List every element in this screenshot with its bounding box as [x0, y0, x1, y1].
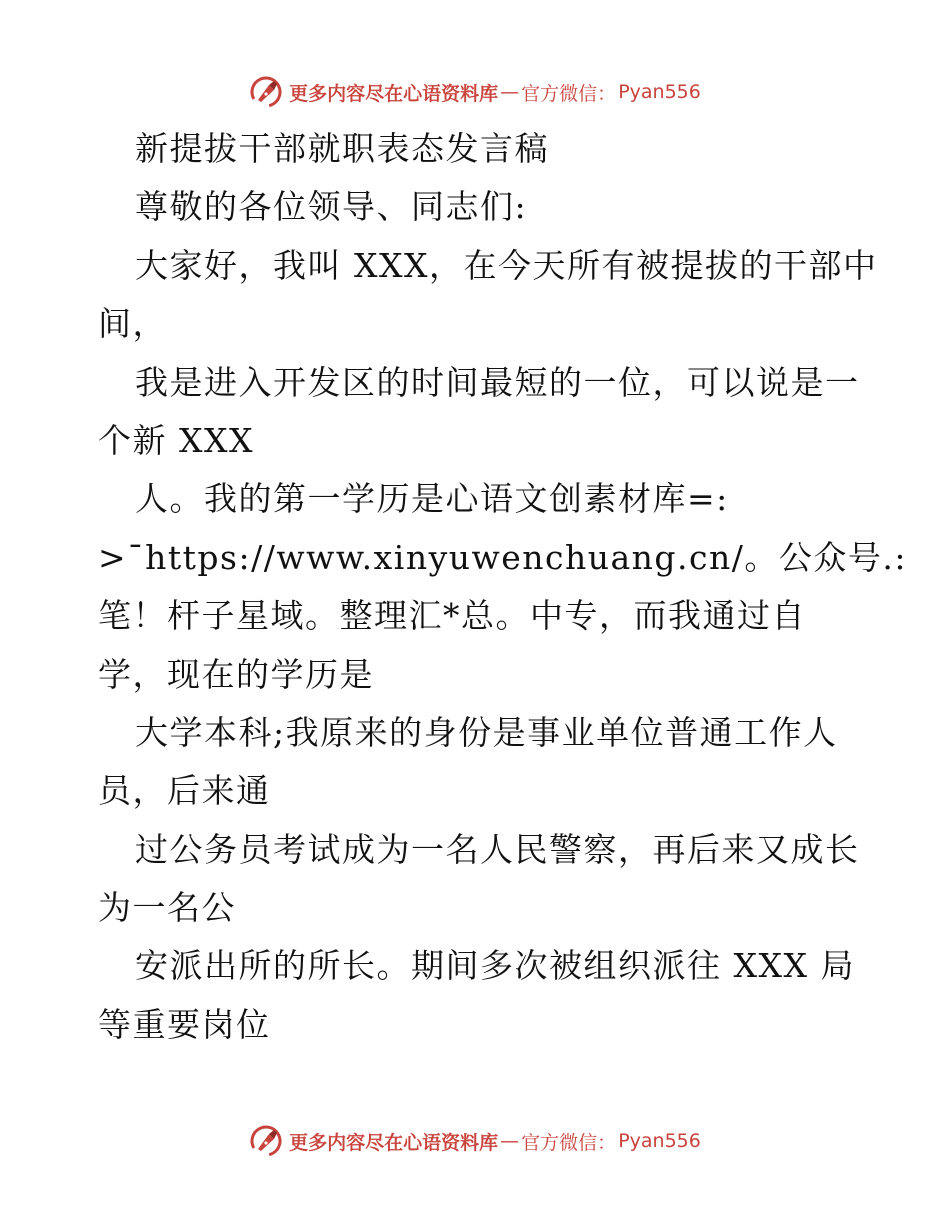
document-line: 员，后来通	[98, 771, 271, 811]
banner-wechat-label: 官方微信：	[521, 82, 617, 105]
pen-nib-logo-icon	[249, 75, 283, 109]
banner-wechat-id: Pyan556	[618, 1130, 701, 1152]
document-line: 学，现在的学历是	[98, 654, 374, 694]
document-line: 等重要岗位	[98, 1004, 271, 1044]
document-line: 为一名公	[98, 888, 236, 928]
document-line: 尊敬的各位领导、同志们:	[135, 187, 528, 227]
document-line: 人。我的第一学历是心语文创素材库=:	[135, 479, 729, 519]
document-line: 个新 XXX	[98, 420, 254, 460]
document-line: 笔！杆子星域。整理汇*总。中专，而我通过自	[98, 596, 806, 636]
document-line: 间，	[98, 304, 167, 344]
document-line: >¯https://www.xinyuwenchuang.cn/。公众号.:	[98, 537, 907, 577]
document-line: 我是进入开发区的时间最短的一位，可以说是一	[135, 362, 860, 402]
document-line: 安派出所的所长。期间多次被组织派往 XXX 局	[135, 946, 855, 986]
document-title: 新提拔干部就职表态发言稿	[135, 129, 549, 168]
document-line: 大学本科;我原来的身份是事业单位普通工作人	[135, 712, 838, 752]
banner-brand-text: 更多内容尽在心语资料库	[289, 82, 499, 105]
banner-wechat-label: 官方微信：	[521, 1131, 617, 1154]
banner-dash: —	[500, 1130, 520, 1152]
document-line: 过公务员考试成为一名人民警察，再后来又成长	[135, 829, 860, 869]
banner-brand-text: 更多内容尽在心语资料库	[289, 1131, 499, 1154]
document-line: 大家好，我叫 XXX，在今天所有被提拔的干部中	[135, 245, 878, 285]
pen-nib-logo-icon	[249, 1124, 283, 1158]
header-banner	[0, 72, 950, 112]
document-body	[98, 120, 907, 1054]
banner-dash: —	[500, 81, 520, 103]
footer-banner	[0, 1121, 950, 1161]
banner-wechat-id: Pyan556	[618, 81, 701, 103]
